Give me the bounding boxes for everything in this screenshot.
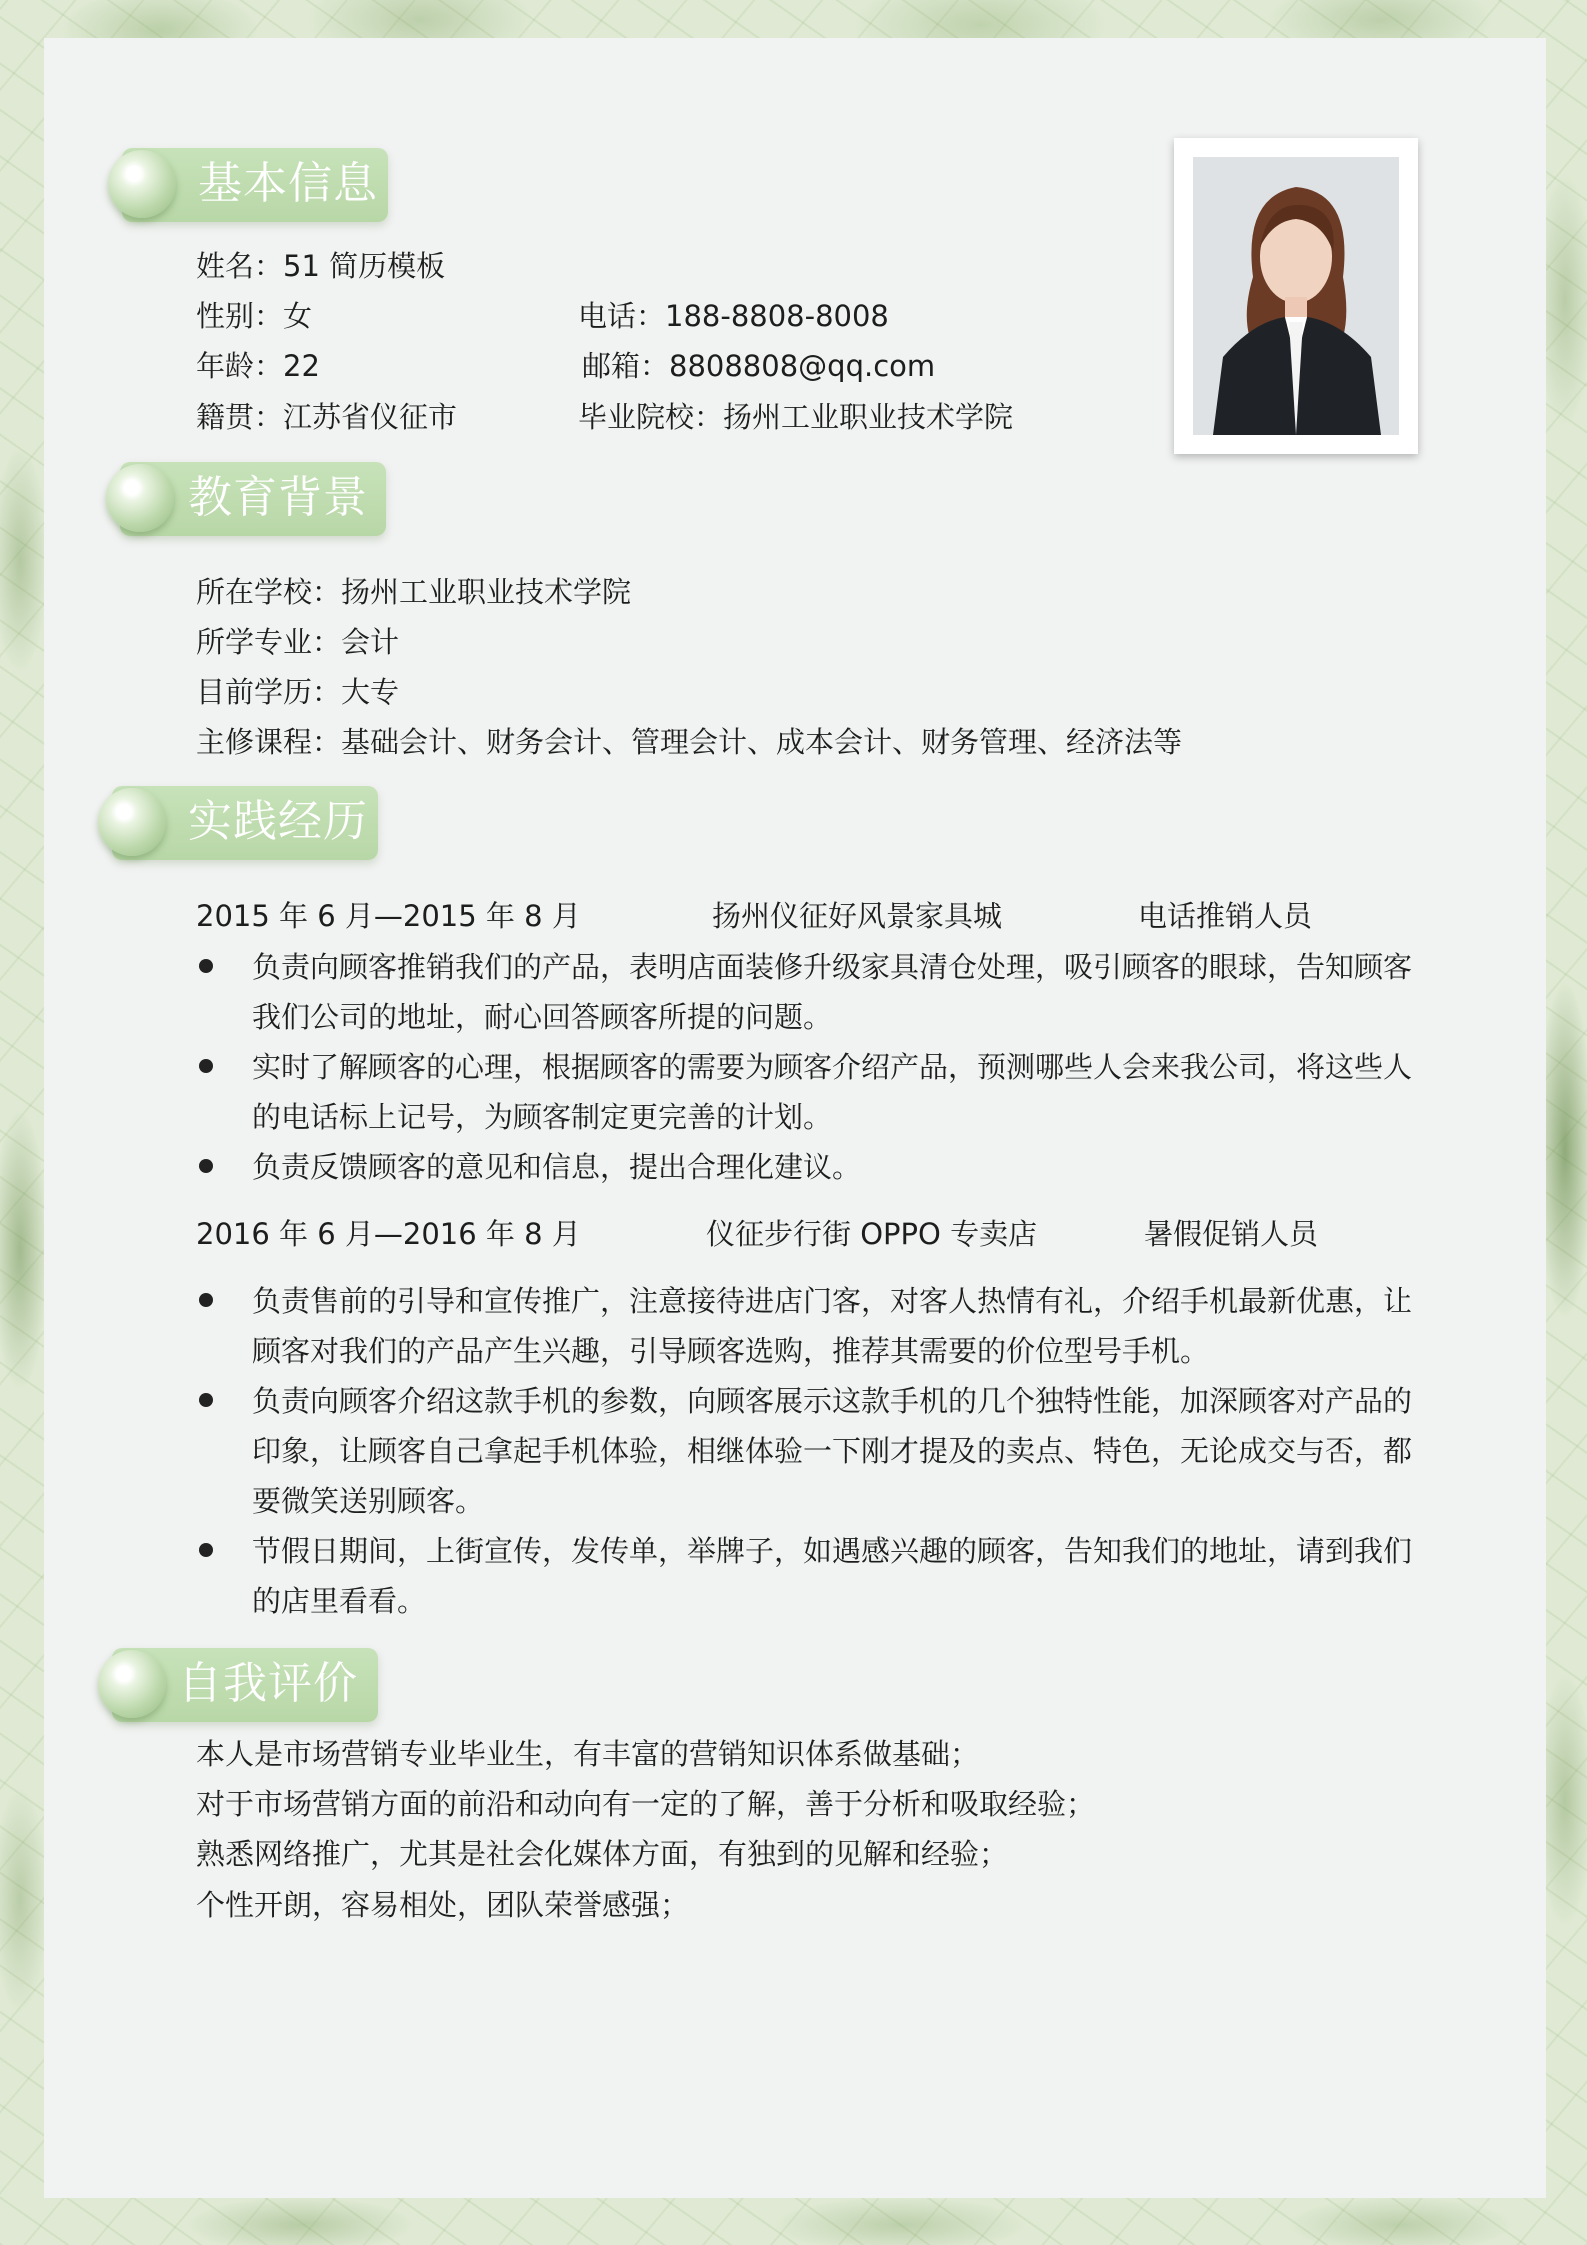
water-drop-icon xyxy=(106,464,174,532)
job1-company: 扬州仪征好风景家具城 xyxy=(712,899,1003,933)
basic-name: 姓名：51 简历模板 xyxy=(196,249,446,283)
section-header-practice xyxy=(98,786,380,860)
bullet-icon xyxy=(199,1059,213,1073)
job1-item-1: 负责向顾客推销我们的产品，表明店面装修升级家具清仓处理，吸引顾客的眼球，告知顾客我们公司的地址，耐心回答顾客所提的问题。 xyxy=(252,950,1413,1034)
job2-role: 暑假促销人员 xyxy=(1144,1217,1319,1251)
edu-school: 所在学校：扬州工业职业技术学院 xyxy=(196,575,632,609)
bullet-icon xyxy=(199,1543,213,1557)
job2-item-3: 节假日期间，上街宣传，发传单，举牌子，如遇感兴趣的顾客，告知我们的地址，请到我们的店里看看。 xyxy=(252,1534,1413,1618)
job2-item-1: 负责售前的引导和宣传推广，注意接待进店门客，对客人热情有礼，介绍手机最新优惠，让顾客对我们的产品产生兴趣，引导顾客选购，推荐其需要的价位型号手机。 xyxy=(252,1284,1413,1368)
edu-degree: 目前学历：大专 xyxy=(196,675,400,709)
basic-gender: 性别：女 xyxy=(196,299,313,333)
job1-role: 电话推销人员 xyxy=(1138,899,1313,933)
section-header-basic xyxy=(108,148,390,222)
self-line-3: 熟悉网络推广，尤其是社会化媒体方面，有独到的见解和经验； xyxy=(196,1837,1009,1871)
job1-period: 2015 年 6 月—2015 年 8 月 xyxy=(196,899,581,933)
portrait-image xyxy=(1193,157,1399,435)
job1-item-2: 实时了解顾客的心理，根据顾客的需要为顾客介绍产品，预测哪些人会来我公司，将这些人的电话标上记号，为顾客制定更完善的计划。 xyxy=(252,1050,1413,1134)
water-drop-icon xyxy=(98,1650,166,1718)
self-line-1: 本人是市场营销专业毕业生，有丰富的营销知识体系做基础； xyxy=(196,1737,980,1771)
water-drop-icon xyxy=(98,788,166,856)
job2-item-2: 负责向顾客介绍这款手机的参数，向顾客展示这款手机的几个独特性能，加深顾客对产品的印象，让顾客自己拿起手机体验，相继体验一下刚才提及的卖点、特色，无论成交与否，都要微笑送别顾客。 xyxy=(252,1384,1413,1518)
bullet-icon xyxy=(199,959,213,973)
job2-period: 2016 年 6 月—2016 年 8 月 xyxy=(196,1217,581,1251)
edu-major: 所学专业：会计 xyxy=(196,625,400,659)
job2-company: 仪征步行街 OPPO 专卖店 xyxy=(706,1217,1038,1251)
basic-phone: 电话：188-8808-8008 xyxy=(578,299,889,333)
basic-email: 邮箱：8808808@qq.com xyxy=(582,349,936,383)
section-title-basic: 基本信息 xyxy=(198,158,378,209)
bullet-icon xyxy=(199,1159,213,1173)
self-line-4: 个性开朗，容易相处，团队荣誉感强； xyxy=(196,1888,690,1922)
section-title-education: 教育背景 xyxy=(188,472,368,523)
job1-item-3: 负责反馈顾客的意见和信息，提出合理化建议。 xyxy=(252,1150,862,1184)
self-line-2: 对于市场营销方面的前沿和动向有一定的了解，善于分析和吸取经验； xyxy=(196,1787,1096,1821)
basic-age: 年龄：22 xyxy=(196,349,320,383)
section-title-practice: 实践经历 xyxy=(188,796,368,847)
profile-photo-frame xyxy=(1174,138,1418,454)
water-drop-icon xyxy=(108,150,176,218)
bullet-icon xyxy=(199,1393,213,1407)
edu-courses: 主修课程：基础会计、财务会计、管理会计、成本会计、财务管理、经济法等 xyxy=(196,725,1183,759)
section-header-education xyxy=(106,462,388,536)
section-header-self xyxy=(98,1648,380,1722)
section-title-self: 自我评价 xyxy=(178,1658,358,1709)
profile-photo xyxy=(1193,157,1399,435)
bullet-icon xyxy=(199,1293,213,1307)
basic-school: 毕业院校：扬州工业职业技术学院 xyxy=(578,400,1014,434)
basic-origin: 籍贯：江苏省仪征市 xyxy=(196,400,458,434)
